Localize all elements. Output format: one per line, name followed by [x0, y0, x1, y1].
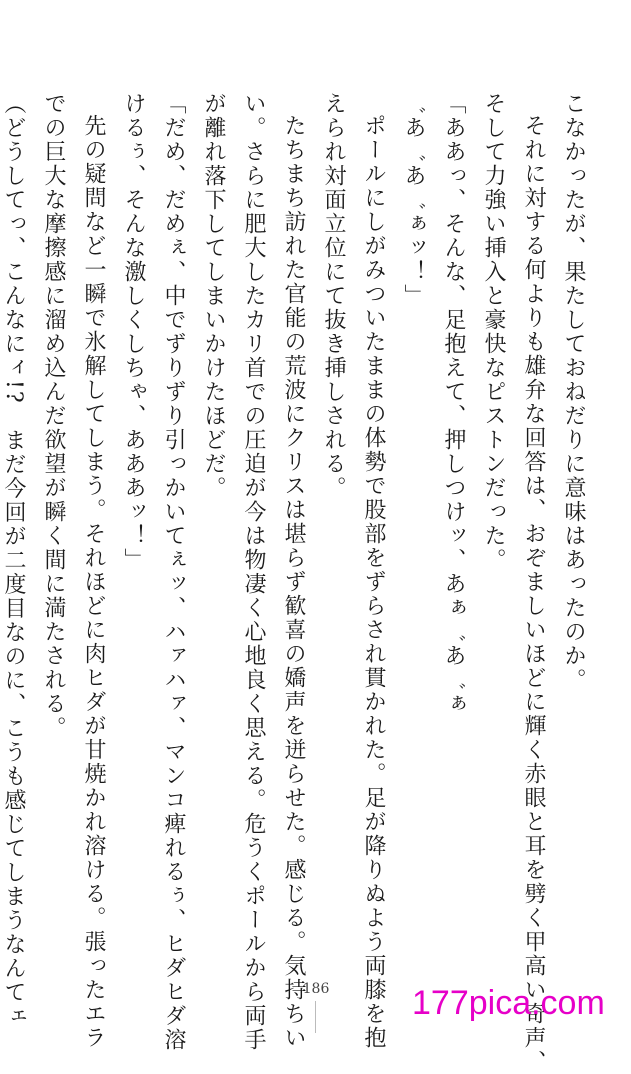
page-number: 186 — [302, 981, 330, 997]
text-line: そして力強い挿入と豪快なピストンだった。 — [481, 92, 506, 572]
text-line: ゛あ゛あ゛ぁッ！」 — [401, 92, 426, 308]
text-line: ポールにしがみついたままの体勢で股部をずらされ貫かれた。足が降りぬよう両膝を抱 — [361, 114, 386, 1050]
text-line: 先の疑問など一瞬で氷解してしまう。それほどに肉ヒダが甘焼かれ溶ける。張ったエラ — [81, 114, 106, 1050]
text-line: こなかったが、果たしておねだりに意味はあったのか。 — [561, 92, 586, 692]
page-number-rule — [315, 1001, 316, 1033]
text-line: 「ああっ、そんな、足抱えて、押しつけッ、あぁ゛あ゛ぁ — [441, 92, 466, 716]
watermark: 177pica.com — [412, 984, 605, 1022]
text-line: が離れ落下してしまいかけたほどだ。 — [201, 92, 226, 500]
text-line: （どうしてっ、こんなにィ!? まだ今回が二度目なのに、こうも感じてしまうなんてェ — [1, 92, 26, 1029]
text-line: えられ対面立位にて抜き挿しされる。 — [321, 92, 346, 500]
text-line: での巨大な摩擦感に溜め込んだ欲望が瞬く間に満たされる。 — [41, 92, 66, 740]
text-line: い。さらに肥大したカリ首での圧迫が今は物凄く心地良く思える。危うくポールから両手 — [241, 92, 266, 1052]
text-line: それに対する何よりも雄弁な回答は、おぞましいほどに輝く赤眼と耳を劈く甲高い奇声、 — [521, 114, 546, 1074]
text-line: たちまち訪れた官能の荒波にクリスは堪らず歓喜の嬌声を迸らせた。感じる。気持ちい — [281, 114, 306, 1050]
text-line: けるぅ、そんな激しくしちゃ、あああッ！」 — [121, 92, 146, 572]
text-line: 「だめ、だめぇ、中でずりずり引っかいてぇッ、ハァハァ、マンコ痺れるぅ、ヒダヒダ溶 — [161, 92, 186, 1052]
